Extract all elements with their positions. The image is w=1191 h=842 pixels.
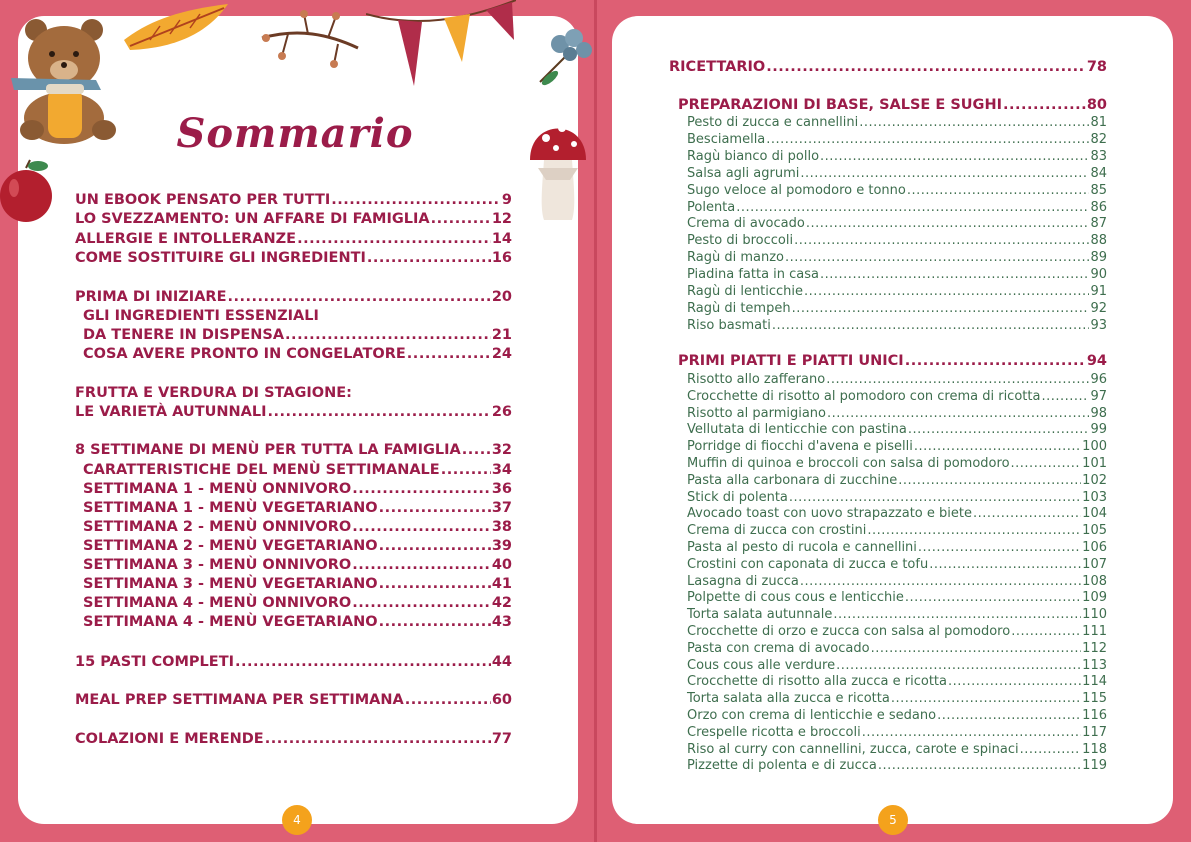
- toc-entry: [687, 318, 1107, 336]
- toc-entry-page: 21: [491, 327, 512, 343]
- toc-entry: [687, 301, 1107, 319]
- toc-entry-page: 103: [1082, 489, 1107, 505]
- dot-leader: [871, 641, 1082, 654]
- toc-entry-title: Lasagna di zucca: [687, 573, 799, 589]
- dot-leader: [1011, 624, 1081, 637]
- toc-entry-title: Riso al curry con cannellini, zucca, carote e spinaci: [687, 741, 1019, 757]
- dot-leader: [352, 519, 491, 534]
- dot-leader: [918, 540, 1081, 553]
- toc-entry-title: Pesto di zucca e cannellini: [687, 115, 859, 130]
- toc-entry: [83, 595, 512, 613]
- toc-entry: [687, 523, 1107, 541]
- toc-entry: [687, 758, 1107, 776]
- dot-leader: [937, 708, 1081, 721]
- toc-entry-page: 88: [1090, 233, 1107, 249]
- toc-entry-page: 108: [1082, 573, 1107, 589]
- toc-entry-title: Crespelle ricotta e broccoli: [687, 724, 861, 740]
- dot-leader: [736, 200, 1089, 213]
- page-title: Sommario: [176, 110, 414, 157]
- toc-entry-page: 104: [1082, 506, 1107, 522]
- toc-entry-page: 14: [491, 231, 512, 247]
- dot-leader: [929, 557, 1081, 570]
- toc-entry-page: 83: [1090, 148, 1107, 164]
- toc-entry-page: 86: [1090, 199, 1107, 215]
- toc-entry-title: SETTIMANA 1 - MENÙ VEGETARIANO: [83, 500, 378, 516]
- dot-leader: [878, 758, 1081, 771]
- toc-entry: [687, 674, 1107, 692]
- toc-entry: [687, 490, 1107, 508]
- dot-leader: [891, 691, 1081, 704]
- dot-leader: [297, 231, 491, 246]
- toc-entry-title: Riso basmati: [687, 317, 771, 333]
- mushroom-icon: [526, 108, 590, 224]
- toc-entry-title: Pasta alla carbonara di zucchine: [687, 472, 898, 488]
- dot-leader: [407, 346, 491, 361]
- toc-entry-title: COSA AVERE PRONTO IN CONGELATORE: [83, 346, 406, 362]
- toc-entry: [687, 389, 1107, 407]
- toc-entry-page: 43: [491, 614, 512, 630]
- toc-entry: [687, 284, 1107, 302]
- dot-leader: [973, 506, 1081, 519]
- toc-entry-title: LE VARIETÀ AUTUNNALI: [75, 404, 267, 420]
- toc-entry-page: 93: [1090, 317, 1107, 333]
- toc-entry-page: 32: [491, 442, 512, 458]
- toc-entry-title: Ragù di tempeh: [687, 300, 791, 316]
- toc-entry-page: 36: [491, 481, 512, 497]
- toc-entry: [687, 149, 1107, 167]
- toc-entry: [75, 231, 512, 249]
- toc-entry-title: SETTIMANA 4 - MENÙ VEGETARIANO: [83, 614, 378, 630]
- toc-entry-title: 8 SETTIMANE DI MENÙ PER TUTTA LA FAMIGLIA: [75, 442, 461, 458]
- toc-entry: [75, 404, 512, 422]
- dot-leader: [235, 654, 491, 669]
- dot-leader: [379, 576, 491, 591]
- toc-entry: [687, 473, 1107, 491]
- toc-entry-page: 41: [491, 576, 512, 592]
- toc-entry-page: 84: [1090, 165, 1107, 181]
- toc-entry: [687, 456, 1107, 474]
- toc-entry-title: GLI INGREDIENTI ESSENZIALI: [83, 308, 319, 324]
- blue-flower-sprig-icon: [536, 26, 598, 88]
- toc-entry-page: 92: [1090, 300, 1107, 316]
- toc-entry-page: 20: [491, 289, 512, 305]
- toc-entry-page: 87: [1090, 216, 1107, 232]
- toc-entry-title: Torta salata autunnale: [687, 607, 833, 623]
- toc-entry: [75, 289, 512, 307]
- toc-entry-page: 96: [1090, 372, 1107, 387]
- dot-leader: [352, 481, 491, 496]
- toc-entry-title: SETTIMANA 3 - MENÙ ONNIVORO: [83, 557, 352, 573]
- toc-entry-page: 42: [491, 595, 512, 611]
- dot-leader: [431, 211, 491, 226]
- toc-entry-page: 77: [491, 731, 512, 747]
- dot-leader: [833, 607, 1081, 620]
- dot-leader: [331, 192, 501, 207]
- bunting-flags-icon: [366, 0, 516, 90]
- dot-leader: [859, 115, 1089, 128]
- page-number-badge: 5: [878, 805, 908, 835]
- toc-entry-page: 110: [1082, 607, 1107, 623]
- dot-leader: [766, 59, 1086, 74]
- toc-entry: [687, 422, 1107, 440]
- dot-leader: [792, 301, 1090, 314]
- toc-entry: [678, 353, 1107, 371]
- toc-entry-title: Crocchette di risotto alla zucca e ricotta: [687, 674, 947, 690]
- toc-entry-title: FRUTTA E VERDURA DI STAGIONE:: [75, 385, 352, 401]
- toc-entry: [687, 166, 1107, 184]
- toc-entry-title: Risotto al parmigiano: [687, 405, 826, 421]
- toc-entry-title: Besciamella: [687, 131, 766, 147]
- toc-entry-page: 24: [491, 346, 512, 362]
- toc-entry-title: 15 PASTI COMPLETI: [75, 654, 234, 670]
- toc-entry: [75, 250, 512, 268]
- toc-entry: [687, 183, 1107, 201]
- toc-entry: [83, 538, 512, 556]
- dot-leader: [820, 267, 1089, 280]
- toc-entry-title: Crema di avocado: [687, 216, 805, 232]
- toc-entry: [687, 115, 1107, 133]
- toc-entry-title: Ragù bianco di pollo: [687, 148, 820, 164]
- toc-entry: [687, 590, 1107, 608]
- toc-entry-page: 105: [1082, 523, 1107, 539]
- toc-entry: [687, 439, 1107, 457]
- dot-leader: [379, 500, 491, 515]
- toc-entry-title: PRIMI PIATTI E PIATTI UNICI: [678, 353, 904, 369]
- dot-leader: [907, 183, 1090, 196]
- toc-entry-page: 78: [1086, 59, 1107, 75]
- toc-entry: [687, 200, 1107, 218]
- dot-leader: [441, 462, 491, 477]
- dot-leader: [867, 523, 1081, 536]
- toc-entry-title: Piadina fatta in casa: [687, 267, 820, 283]
- toc-entry-page: 116: [1082, 708, 1107, 723]
- toc-entry-title: Pasta al pesto di rucola e cannellini: [687, 540, 917, 555]
- toc-entry-page: 113: [1082, 657, 1107, 673]
- toc-entry-page: 85: [1090, 182, 1107, 198]
- toc-entry-page: 114: [1082, 674, 1107, 690]
- toc-entry-page: 111: [1082, 624, 1107, 639]
- toc-entry: [687, 506, 1107, 524]
- toc-entry-title: RICETTARIO: [669, 59, 766, 75]
- toc-entry: [669, 59, 1107, 77]
- toc-entry-title: Pesto di broccoli: [687, 233, 794, 249]
- spread-fold: [594, 0, 597, 842]
- toc-entry: [83, 462, 512, 480]
- dot-leader: [1020, 742, 1082, 755]
- toc-entry: [687, 557, 1107, 575]
- toc-entry-title: Torta salata alla zucca e ricotta: [687, 691, 890, 707]
- dot-leader: [379, 538, 491, 553]
- toc-entry-page: 12: [491, 211, 512, 227]
- toc-entry-title: COME SOSTITUIRE GLI INGREDIENTI: [75, 250, 366, 266]
- dot-leader: [914, 439, 1081, 452]
- toc-entry-title: Vellutata di lenticchie con pastina: [687, 422, 907, 438]
- toc-entry: [687, 233, 1107, 251]
- toc-entry-title: UN EBOOK PENSATO PER TUTTI: [75, 192, 331, 208]
- toc-entry-page: 60: [491, 692, 512, 708]
- dot-leader: [905, 353, 1086, 368]
- toc-entry: [687, 132, 1107, 150]
- toc-entry: [687, 658, 1107, 676]
- toc-entry-page: 107: [1082, 556, 1107, 572]
- toc-entry-page: 39: [491, 538, 512, 554]
- toc-entry-title: PRIMA DI INIZIARE: [75, 289, 227, 305]
- toc-entry-page: 109: [1082, 590, 1107, 606]
- toc-entry: [687, 216, 1107, 234]
- toc-entry: [75, 192, 512, 210]
- dot-leader: [794, 233, 1089, 246]
- toc-entry: [687, 406, 1107, 424]
- toc-entry-page: 82: [1090, 131, 1107, 147]
- dot-leader: [1041, 389, 1089, 402]
- toc-entry-page: 94: [1086, 353, 1107, 369]
- toc-entry-title: SETTIMANA 2 - MENÙ ONNIVORO: [83, 519, 352, 535]
- toc-entry-title: Polenta: [687, 199, 736, 215]
- dot-leader: [806, 216, 1090, 229]
- toc-entry: [75, 692, 512, 710]
- toc-entry-title: SETTIMANA 1 - MENÙ ONNIVORO: [83, 481, 352, 497]
- toc-entry: [83, 576, 512, 594]
- toc-entry: [83, 481, 512, 499]
- toc-entry: [687, 641, 1107, 659]
- toc-entry-title: DA TENERE IN DISPENSA: [83, 327, 285, 343]
- toc-entry: [83, 614, 512, 632]
- toc-entry: [83, 327, 512, 345]
- toc-entry-title: Avocado toast con uovo strapazzato e biete: [687, 506, 972, 522]
- toc-entry-page: 37: [491, 500, 512, 516]
- toc-entry: [75, 211, 512, 229]
- toc-entry-title: Crostini con caponata di zucca e tofu: [687, 556, 929, 572]
- toc-entry: [687, 372, 1107, 390]
- toc-entry-title: Pizzette di polenta e di zucca: [687, 758, 877, 774]
- dot-leader: [785, 250, 1089, 263]
- toc-entry: [678, 97, 1107, 115]
- toc-entry-page: 81: [1090, 115, 1107, 130]
- dot-leader: [772, 318, 1090, 331]
- toc-entry: [687, 267, 1107, 285]
- toc-entry-title: Crocchette di risotto al pomodoro con crema di ricotta: [687, 388, 1041, 404]
- toc-entry-title: MEAL PREP SETTIMANA PER SETTIMANA: [75, 692, 404, 708]
- toc-entry-title: SETTIMANA 3 - MENÙ VEGETARIANO: [83, 576, 378, 592]
- dot-leader: [766, 132, 1089, 145]
- toc-entry: [687, 708, 1107, 726]
- toc-entry-page: 112: [1082, 640, 1107, 656]
- toc-entry-title: Orzo con crema di lenticchie e sedano: [687, 708, 937, 723]
- toc-entry-page: 97: [1090, 388, 1107, 404]
- berry-branch-icon: [258, 8, 362, 68]
- toc-entry-page: 80: [1086, 97, 1107, 113]
- dot-leader: [379, 614, 491, 629]
- toc-entry: [687, 691, 1107, 709]
- toc-entry-title: COLAZIONI E MERENDE: [75, 731, 264, 747]
- toc-entry: [83, 519, 512, 537]
- toc-entry: [75, 731, 512, 749]
- toc-entry-page: 91: [1090, 284, 1107, 299]
- toc-entry-page: 38: [491, 519, 512, 535]
- toc-entry-page: 99: [1090, 422, 1107, 438]
- toc-entry-title: SETTIMANA 2 - MENÙ VEGETARIANO: [83, 538, 378, 554]
- dot-leader: [826, 372, 1089, 385]
- toc-entry: [687, 607, 1107, 625]
- toc-entry-title: Crocchette di orzo e zucca con salsa al pomodoro: [687, 624, 1011, 639]
- toc-entry-page: 26: [491, 404, 512, 420]
- dot-leader: [228, 289, 491, 304]
- toc-entry-page: 98: [1090, 405, 1107, 421]
- toc-entry-title: Cous cous alle verdure: [687, 657, 836, 673]
- dot-leader: [285, 327, 491, 342]
- dot-leader: [789, 490, 1081, 503]
- toc-entry: [687, 250, 1107, 268]
- toc-entry: [687, 742, 1107, 760]
- toc-entry-page: 89: [1090, 250, 1107, 266]
- dot-leader: [1003, 97, 1086, 112]
- toc-entry-page: 118: [1082, 741, 1107, 757]
- toc-entry-title: Pasta con crema di avocado: [687, 640, 870, 656]
- toc-entry-page: 44: [491, 654, 512, 670]
- dot-leader: [800, 166, 1089, 179]
- toc-entry: [83, 346, 512, 364]
- toc-entry-title: Porridge di fiocchi d'avena e piselli: [687, 439, 913, 455]
- toc-entry-title: Crema di zucca con crostini: [687, 523, 867, 539]
- apple-icon: [0, 158, 54, 224]
- dot-leader: [1011, 456, 1082, 469]
- dot-leader: [367, 250, 491, 265]
- toc-entry: [75, 654, 512, 672]
- toc-entry-title: Sugo veloce al pomodoro e tonno: [687, 182, 906, 198]
- toc-entry-title: LO SVEZZAMENTO: UN AFFARE DI FAMIGLIA: [75, 211, 430, 227]
- dot-leader: [836, 658, 1081, 671]
- toc-entry-page: 101: [1082, 456, 1107, 471]
- dot-leader: [800, 574, 1081, 587]
- toc-entry: [75, 385, 512, 403]
- dot-leader: [820, 149, 1089, 162]
- toc-entry-title: ALLERGIE E INTOLLERANZE: [75, 231, 297, 247]
- dot-leader: [862, 725, 1081, 738]
- toc-entry-title: Polpette di cous cous e lenticchie: [687, 590, 904, 606]
- dot-leader: [948, 674, 1081, 687]
- dot-leader: [908, 422, 1090, 435]
- toc-entry: [75, 442, 512, 460]
- dot-leader: [352, 595, 491, 610]
- dot-leader: [265, 731, 491, 746]
- dot-leader: [898, 473, 1081, 486]
- toc-entry-page: 106: [1082, 540, 1107, 555]
- toc-entry-page: 34: [491, 462, 512, 478]
- toc-entry-page: 117: [1082, 724, 1107, 740]
- dot-leader: [804, 284, 1089, 297]
- toc-entry: [83, 557, 512, 575]
- toc-entry-title: Muffin di quinoa e broccoli con salsa di pomodoro: [687, 456, 1010, 471]
- toc-entry-title: SETTIMANA 4 - MENÙ ONNIVORO: [83, 595, 352, 611]
- dot-leader: [905, 590, 1081, 603]
- dot-leader: [268, 404, 491, 419]
- toc-entry: [687, 540, 1107, 558]
- toc-entry-page: 90: [1090, 267, 1107, 283]
- toc-entry: [687, 574, 1107, 592]
- page-number-badge: 4: [282, 805, 312, 835]
- toc-entry-title: CARATTERISTICHE DEL MENÙ SETTIMANALE: [83, 462, 440, 478]
- dot-leader: [462, 442, 491, 457]
- toc-entry-title: Ragù di manzo: [687, 250, 784, 266]
- toc-entry: [687, 725, 1107, 743]
- toc-entry-title: Stick di polenta: [687, 489, 788, 505]
- toc-entry: [83, 308, 512, 326]
- toc-entry-page: 119: [1082, 758, 1107, 774]
- toc-entry-page: 102: [1082, 472, 1107, 488]
- toc-entry-page: 9: [501, 192, 512, 208]
- toc-entry-title: Risotto allo zafferano: [687, 372, 826, 387]
- toc-entry-page: 115: [1082, 691, 1107, 707]
- toc-entry-page: 100: [1082, 439, 1107, 455]
- toc-entry-title: Ragù di lenticchie: [687, 284, 804, 299]
- toc-entry-title: Salsa agli agrumi: [687, 165, 800, 181]
- toc-entry-page: 40: [491, 557, 512, 573]
- toc-entry-title: PREPARAZIONI DI BASE, SALSE E SUGHI: [678, 97, 1002, 113]
- autumn-leaf-icon: [120, 0, 232, 58]
- toc-entry: [83, 500, 512, 518]
- dot-leader: [827, 406, 1089, 419]
- dot-leader: [405, 692, 491, 707]
- toc-entry-page: 16: [491, 250, 512, 266]
- dot-leader: [352, 557, 491, 572]
- toc-entry: [687, 624, 1107, 642]
